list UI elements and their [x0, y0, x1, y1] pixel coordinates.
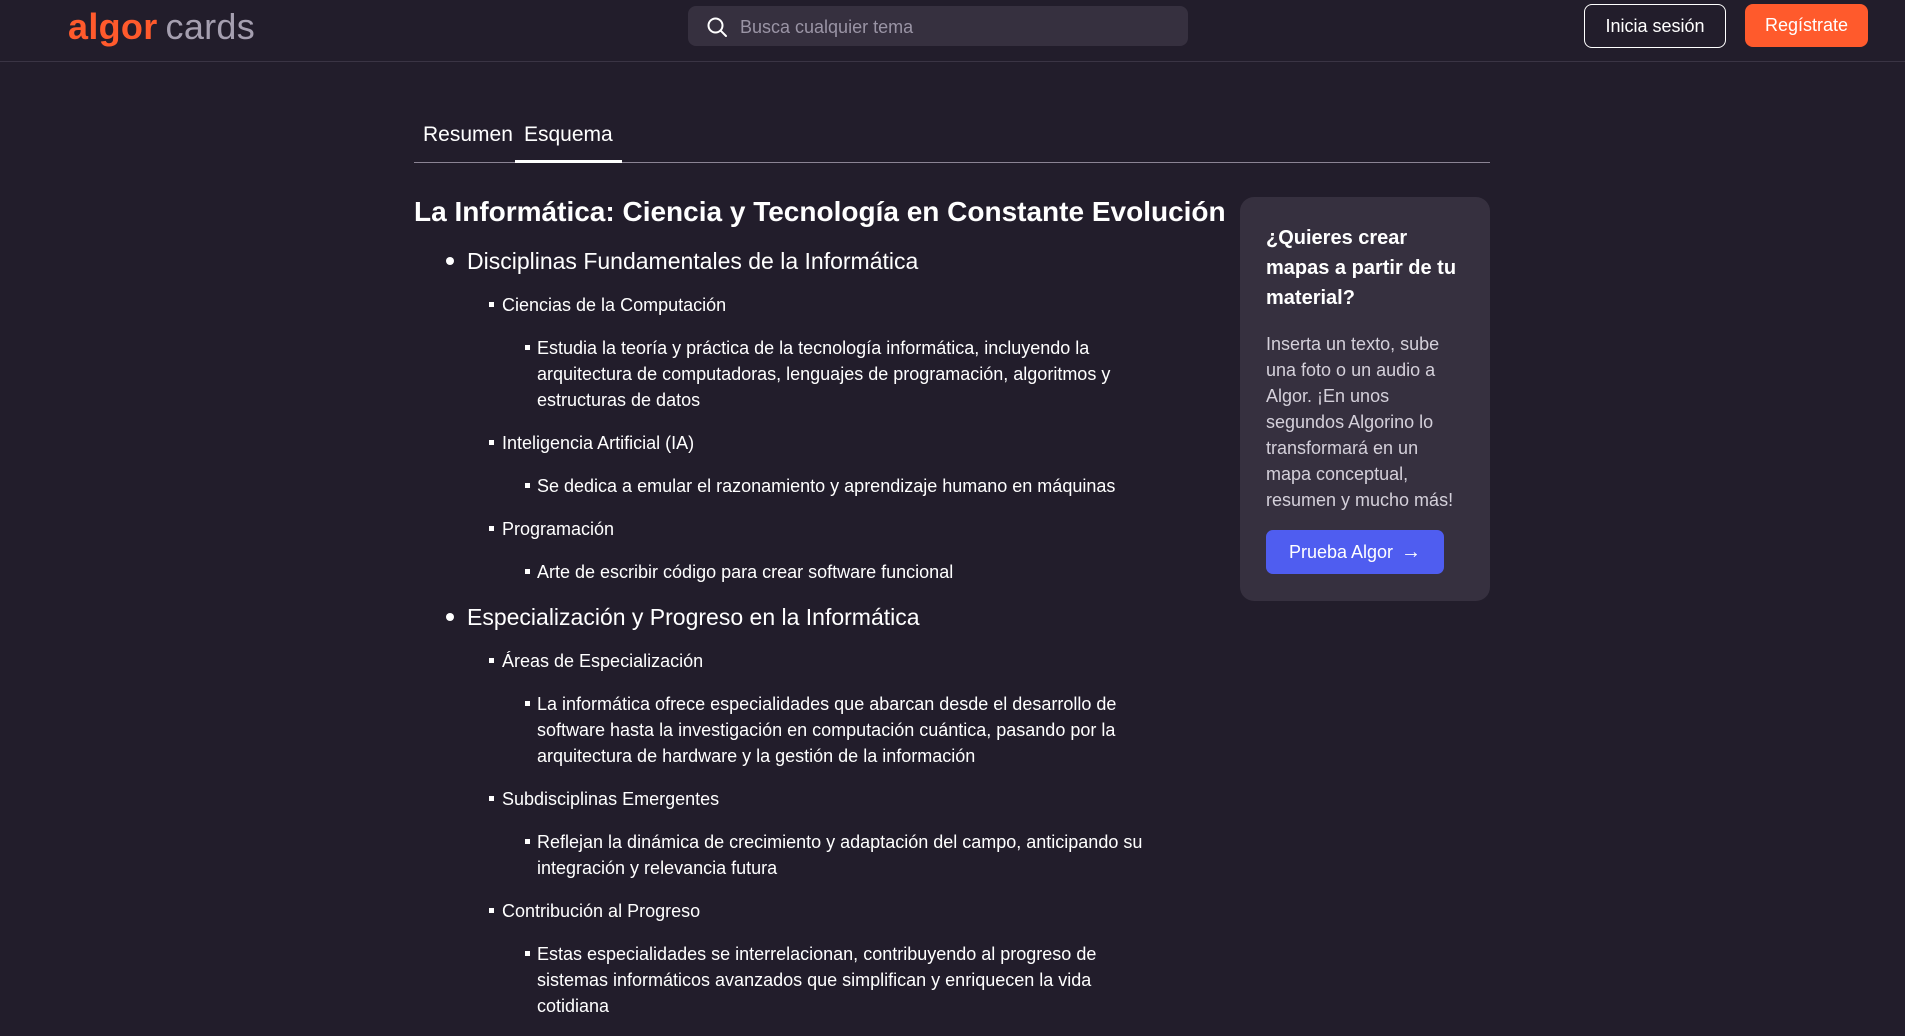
outline-section	[414, 602, 1174, 1019]
item-heading: Inteligencia Artificial (IA)	[502, 433, 695, 453]
detail-text: Se dedica a emular el razonamiento y aprendizaje humano en máquinas	[537, 476, 1116, 496]
outline-item	[467, 292, 1174, 413]
logo[interactable]	[68, 6, 255, 48]
tab-resumen[interactable]: Resumen	[423, 123, 513, 146]
detail-text: Estas especialidades se interrelacionan, contribuyendo al progreso de sistemas informáticos avanzados que simplifican y enriquecen la vida cotidiana	[537, 944, 1097, 1016]
search-bar[interactable]	[688, 6, 1188, 46]
item-detail	[502, 829, 1174, 881]
try-algor-button[interactable]	[1266, 530, 1444, 574]
item-detail	[502, 691, 1174, 769]
outline-list	[414, 246, 1174, 1019]
outline-content	[414, 196, 1226, 1036]
detail-text: Reflejan la dinámica de crecimiento y adaptación del campo, anticipando su integración y relevancia futura	[537, 832, 1143, 878]
item-detail	[502, 941, 1174, 1019]
page-title: La Informática: Ciencia y Tecnología en Constante Evolución	[414, 196, 1226, 227]
outline-item	[467, 430, 1174, 499]
item-detail	[502, 335, 1174, 413]
item-heading: Contribución al Progreso	[502, 901, 701, 921]
search-icon	[706, 16, 728, 38]
logo-brand: algor	[68, 6, 158, 47]
item-detail	[502, 559, 1174, 585]
promo-title: ¿Quieres crear mapas a partir de tu material?	[1266, 227, 1457, 309]
item-heading: Subdisciplinas Emergentes	[502, 789, 720, 809]
register-button[interactable]: Regístrate	[1745, 4, 1868, 47]
detail-text: Arte de escribir código para crear software funcional	[537, 562, 954, 582]
outline-item	[467, 898, 1174, 1019]
tab-bar	[414, 118, 1490, 163]
detail-text: Estudia la teoría y práctica de la tecnología informática, incluyendo la arquitectura de computadoras, lenguajes de programación, algoritmos y estructuras de datos	[537, 338, 1111, 410]
logo-product: cards	[165, 6, 256, 47]
top-header	[0, 0, 1905, 62]
promo-body: Inserta un texto, sube una foto o un audio a Algor. ¡En unos segundos Algorino lo transformará en un mapa conceptual, resumen y mucho más!	[1266, 334, 1454, 510]
outline-item	[467, 786, 1174, 881]
login-button[interactable]: Inicia sesión	[1584, 4, 1726, 48]
item-heading: Áreas de Especialización	[502, 651, 704, 671]
promo-card	[1240, 197, 1490, 601]
outline-section	[414, 246, 1174, 585]
tab-esquema[interactable]: Esquema	[515, 122, 622, 163]
section-heading: Disciplinas Fundamentales de la Informática	[467, 248, 919, 274]
arrow-right-icon: →	[1401, 541, 1422, 563]
detail-text: La informática ofrece especialidades que abarcan desde el desarrollo de software hasta la investigación en computación cuántica, pasando por la arquitectura de hardware y la gestión de la información	[537, 694, 1117, 766]
item-heading: Ciencias de la Computación	[502, 295, 727, 315]
outline-item	[467, 648, 1174, 769]
search-input[interactable]	[738, 6, 1172, 48]
section-heading: Especialización y Progreso en la Informática	[467, 604, 920, 630]
item-heading: Programación	[502, 519, 615, 539]
item-detail	[502, 473, 1174, 499]
try-algor-label: Prueba Algor	[1288, 542, 1394, 562]
outline-item	[467, 516, 1174, 585]
